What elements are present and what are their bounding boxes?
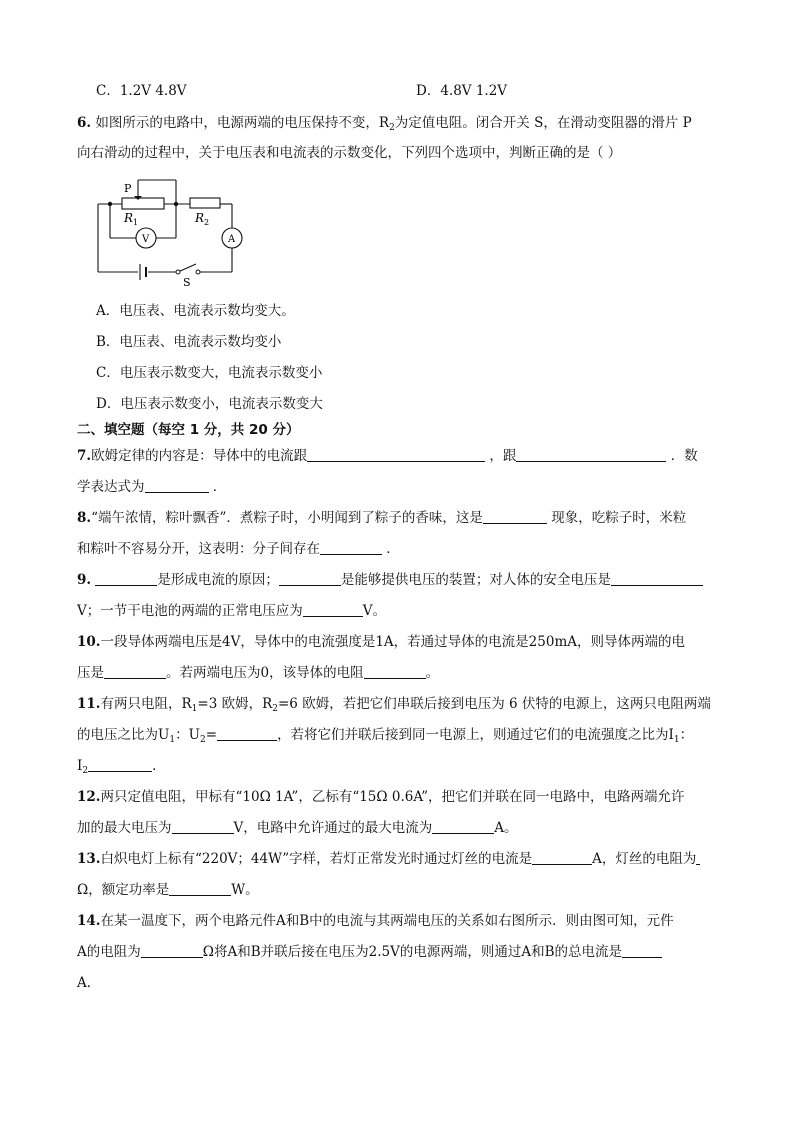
answer-blank[interactable] bbox=[303, 602, 363, 617]
q6-line1: 6. 如图所示的电路中，电源两端的电压保持不变，$R_2$为定值电阻。闭合开关 S，在滑动变阻器的滑片 P bbox=[77, 115, 692, 133]
q9-line1: 9. 是形成电流的原因； 是能够提供电压的装置；对人体的安全电压是 bbox=[77, 570, 703, 590]
question-number: 6. bbox=[77, 115, 92, 131]
q8-line2: 和粽叶不容易分开，这表明：分子间存在 ． bbox=[77, 541, 400, 557]
answer-blank[interactable] bbox=[95, 571, 157, 586]
answer-blank[interactable] bbox=[217, 726, 277, 741]
q6-option-c: C．电压表示数变大，电流表示数变小 bbox=[96, 365, 323, 381]
answer-blank[interactable] bbox=[88, 757, 152, 772]
q8-line1: 8.“端午浓情，粽叶飘香”．煮粽子时，小明闻到了粽子的香味，这是 现象，吃粽子时，米粒 bbox=[77, 510, 687, 526]
answer-blank[interactable] bbox=[104, 664, 166, 679]
answer-blank[interactable] bbox=[696, 850, 700, 865]
answer-blank[interactable] bbox=[141, 943, 203, 958]
q6-line2: 向右滑动的过程中，关于电压表和电流表的示数变化，下列四个选项中，判断正确的是（ ） bbox=[77, 145, 622, 161]
answer-blank[interactable] bbox=[622, 943, 662, 958]
q14-line2: A的电阻为 Ω将A和B并联后接在电压为2.5V的电源两端，则通过A和B的总电流是 bbox=[77, 942, 662, 962]
r2-label: R bbox=[195, 211, 205, 225]
answer-blank[interactable] bbox=[145, 478, 209, 493]
answer-blank[interactable] bbox=[364, 664, 426, 679]
svg-text:1: 1 bbox=[133, 218, 139, 227]
q7-line1: 7.欧姆定律的内容是：导体中的电流跟 ，跟 ．数 bbox=[77, 448, 698, 464]
answer-blank[interactable] bbox=[320, 540, 382, 555]
answer-blank[interactable] bbox=[169, 881, 231, 896]
q11-line3: $I_2$ ． bbox=[77, 758, 166, 776]
slider-label: P bbox=[124, 182, 132, 195]
voltmeter-label: V bbox=[142, 234, 150, 245]
answer-blank[interactable] bbox=[172, 819, 234, 834]
answer-blank[interactable] bbox=[483, 509, 547, 524]
switch-label: S bbox=[183, 276, 191, 289]
r1-label: R bbox=[124, 211, 134, 225]
answer-blank[interactable] bbox=[611, 571, 703, 586]
q6-option-b: B．电压表、电流表示数均变小 bbox=[96, 334, 282, 350]
q7-line2: 学表达式为 ． bbox=[77, 479, 227, 495]
q14-line1: 14.在某一温度下，两个电路元件A和B中的电流与其两端电压的关系如右图所示．则由图可知，元件 bbox=[77, 913, 674, 929]
q11-line1: 11.有两只电阻，$R_1=3$ 欧姆，$R_2=6$ 欧姆，若把它们串联后接到电压为 6 伏特的电源上，这两只电阻两端 bbox=[77, 696, 711, 714]
circuit-diagram bbox=[94, 172, 254, 289]
q13-line1: 13.白炽电灯上标有“220V；44W”字样，若灯正常发光时通过灯丝的电流是 A，灯丝的电阻为 bbox=[77, 849, 700, 869]
svg-text:2: 2 bbox=[204, 218, 210, 227]
q5-option-d: D．4.8V 1.2V bbox=[416, 83, 508, 99]
q10-line1: 10.一段导体两端电压是4V，导体中的电流强度是1A，若通过导体的电流是250mA，则导体两端的电 bbox=[77, 634, 685, 650]
q11-line2: 的电压之比为$U_1$：$U_2=$ ，若将它们并联后接到同一电源上，则通过它们的电流强度之比为$I_1$： bbox=[77, 727, 694, 745]
q5-option-c: C．1.2V 4.8V bbox=[96, 83, 187, 99]
q9-line2: V；一节干电池的两端的正常电压应为 V。 bbox=[77, 603, 386, 619]
answer-blank[interactable] bbox=[532, 850, 592, 865]
section-title: 二、填空题（每空 1 分，共 20 分） bbox=[77, 422, 300, 438]
q13-line2: Ω，额定功率是 W。 bbox=[77, 882, 259, 898]
answer-blank[interactable] bbox=[279, 571, 341, 586]
answer-blank[interactable] bbox=[307, 447, 485, 462]
answer-blank[interactable] bbox=[432, 819, 494, 834]
q12-line2: 加的最大电压为 V，电路中允许通过的最大电流为 A。 bbox=[77, 820, 518, 836]
q14-line3: A． bbox=[77, 975, 101, 991]
q6-option-a: A．电压表、电流表示数均变大。 bbox=[96, 303, 295, 319]
q12-line1: 12.两只定值电阻，甲标有“10Ω 1A”，乙标有“15Ω 0.6A”，把它们并联在同一电路中，电路两端允许 bbox=[77, 789, 685, 805]
answer-blank[interactable] bbox=[516, 447, 666, 462]
ammeter-label: A bbox=[228, 234, 236, 245]
q6-option-d: D．电压表示数变小，电流表示数变大 bbox=[96, 396, 323, 412]
q10-line2: 压是 。若两端电压为0，该导体的电阻 。 bbox=[77, 665, 440, 681]
